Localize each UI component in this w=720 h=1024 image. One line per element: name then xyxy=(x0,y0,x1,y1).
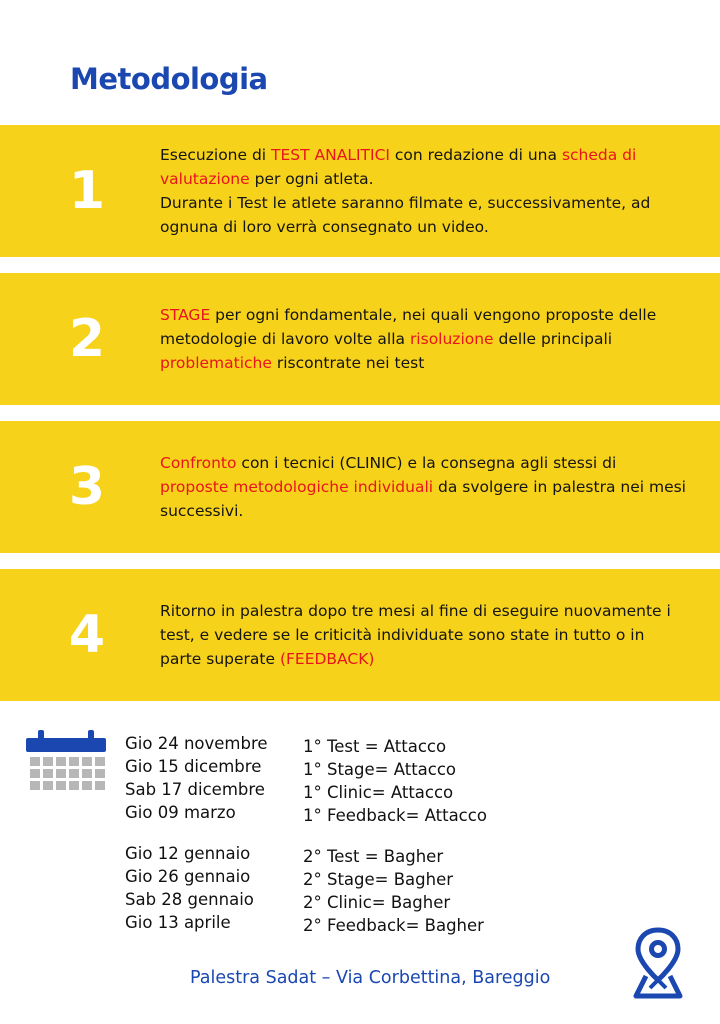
schedule-event: 1° Test = Attacco xyxy=(303,737,447,756)
highlighted-text: (FEEDBACK) xyxy=(279,650,375,668)
schedule-date: Sab 17 dicembre xyxy=(125,780,265,799)
schedule-event: 1° Stage= Attacco xyxy=(303,760,457,779)
schedule-event: 1° Clinic= Attacco xyxy=(303,783,454,802)
schedule-date: Gio 26 gennaio xyxy=(125,867,251,886)
schedule-date: Gio 12 gennaio xyxy=(125,844,251,863)
step-band-4 xyxy=(0,569,720,701)
highlighted-text: TEST ANALITICI xyxy=(271,146,390,164)
step-text: Esecuzione di xyxy=(160,146,272,164)
step-number: 4 xyxy=(68,605,106,665)
step-description xyxy=(160,451,686,523)
page-title: Metodologia xyxy=(70,62,268,96)
step-text: riscontrate nei test xyxy=(271,354,425,372)
schedule-events-group-1 xyxy=(303,735,487,827)
step-description xyxy=(160,599,686,671)
step-band-1 xyxy=(0,125,720,257)
schedule-date: Sab 28 gennaio xyxy=(125,890,254,909)
step-text: con redazione di una xyxy=(389,146,562,164)
highlighted-text: risoluzione xyxy=(409,330,494,348)
calendar-icon xyxy=(26,730,106,798)
schedule-event: 2° Test = Bagher xyxy=(303,847,444,866)
schedule-date: Gio 13 aprile xyxy=(125,913,231,932)
schedule-event: 1° Feedback= Attacco xyxy=(303,806,487,825)
step-number: 1 xyxy=(68,161,106,221)
step-band-2 xyxy=(0,273,720,405)
step-description xyxy=(160,303,686,375)
schedule-date: Gio 15 dicembre xyxy=(125,757,262,776)
schedule-date: Gio 24 novembre xyxy=(125,734,268,753)
step-text: da svolgere in palestra nei mesi successivi. xyxy=(160,478,686,520)
step-band-3 xyxy=(0,421,720,553)
step-text: Ritorno in palestra dopo tre mesi al fine di eseguire nuovamente i test, e vedere se le criticità individuate sono state in tutto o in parte superate xyxy=(160,602,671,668)
schedule-date: Gio 09 marzo xyxy=(125,803,236,822)
step-text: Durante i Test le atlete saranno filmate e, successivamente, ad ognuna di loro verrà consegnato un video. xyxy=(160,194,651,236)
step-description xyxy=(160,143,686,239)
step-text: per ogni fondamentale, nei quali vengono proposte delle metodologie di lavoro volte alla xyxy=(160,306,657,348)
schedule-event: 2° Stage= Bagher xyxy=(303,870,454,889)
highlighted-text: Confronto xyxy=(160,454,237,472)
highlighted-text: scheda di valutazione xyxy=(160,146,637,188)
location-pin-icon xyxy=(632,926,684,1000)
step-number: 3 xyxy=(68,457,106,517)
highlighted-text: problematiche xyxy=(160,354,272,372)
schedule-events-group-2 xyxy=(303,845,484,937)
schedule-event: 2° Clinic= Bagher xyxy=(303,893,451,912)
schedule-event: 2° Feedback= Bagher xyxy=(303,916,484,935)
schedule-dates-group-1 xyxy=(125,732,268,824)
highlighted-text: proposte metodologiche individuali xyxy=(160,478,434,496)
step-number: 2 xyxy=(68,309,106,369)
footer-location: Palestra Sadat – Via Corbettina, Bareggio xyxy=(190,968,551,988)
step-text: delle principali xyxy=(493,330,613,348)
step-text: per ogni atleta. xyxy=(249,170,374,188)
schedule-dates-group-2 xyxy=(125,842,254,934)
step-text: con i tecnici (CLINIC) e la consegna agli stessi di xyxy=(236,454,617,472)
highlighted-text: STAGE xyxy=(160,306,211,324)
